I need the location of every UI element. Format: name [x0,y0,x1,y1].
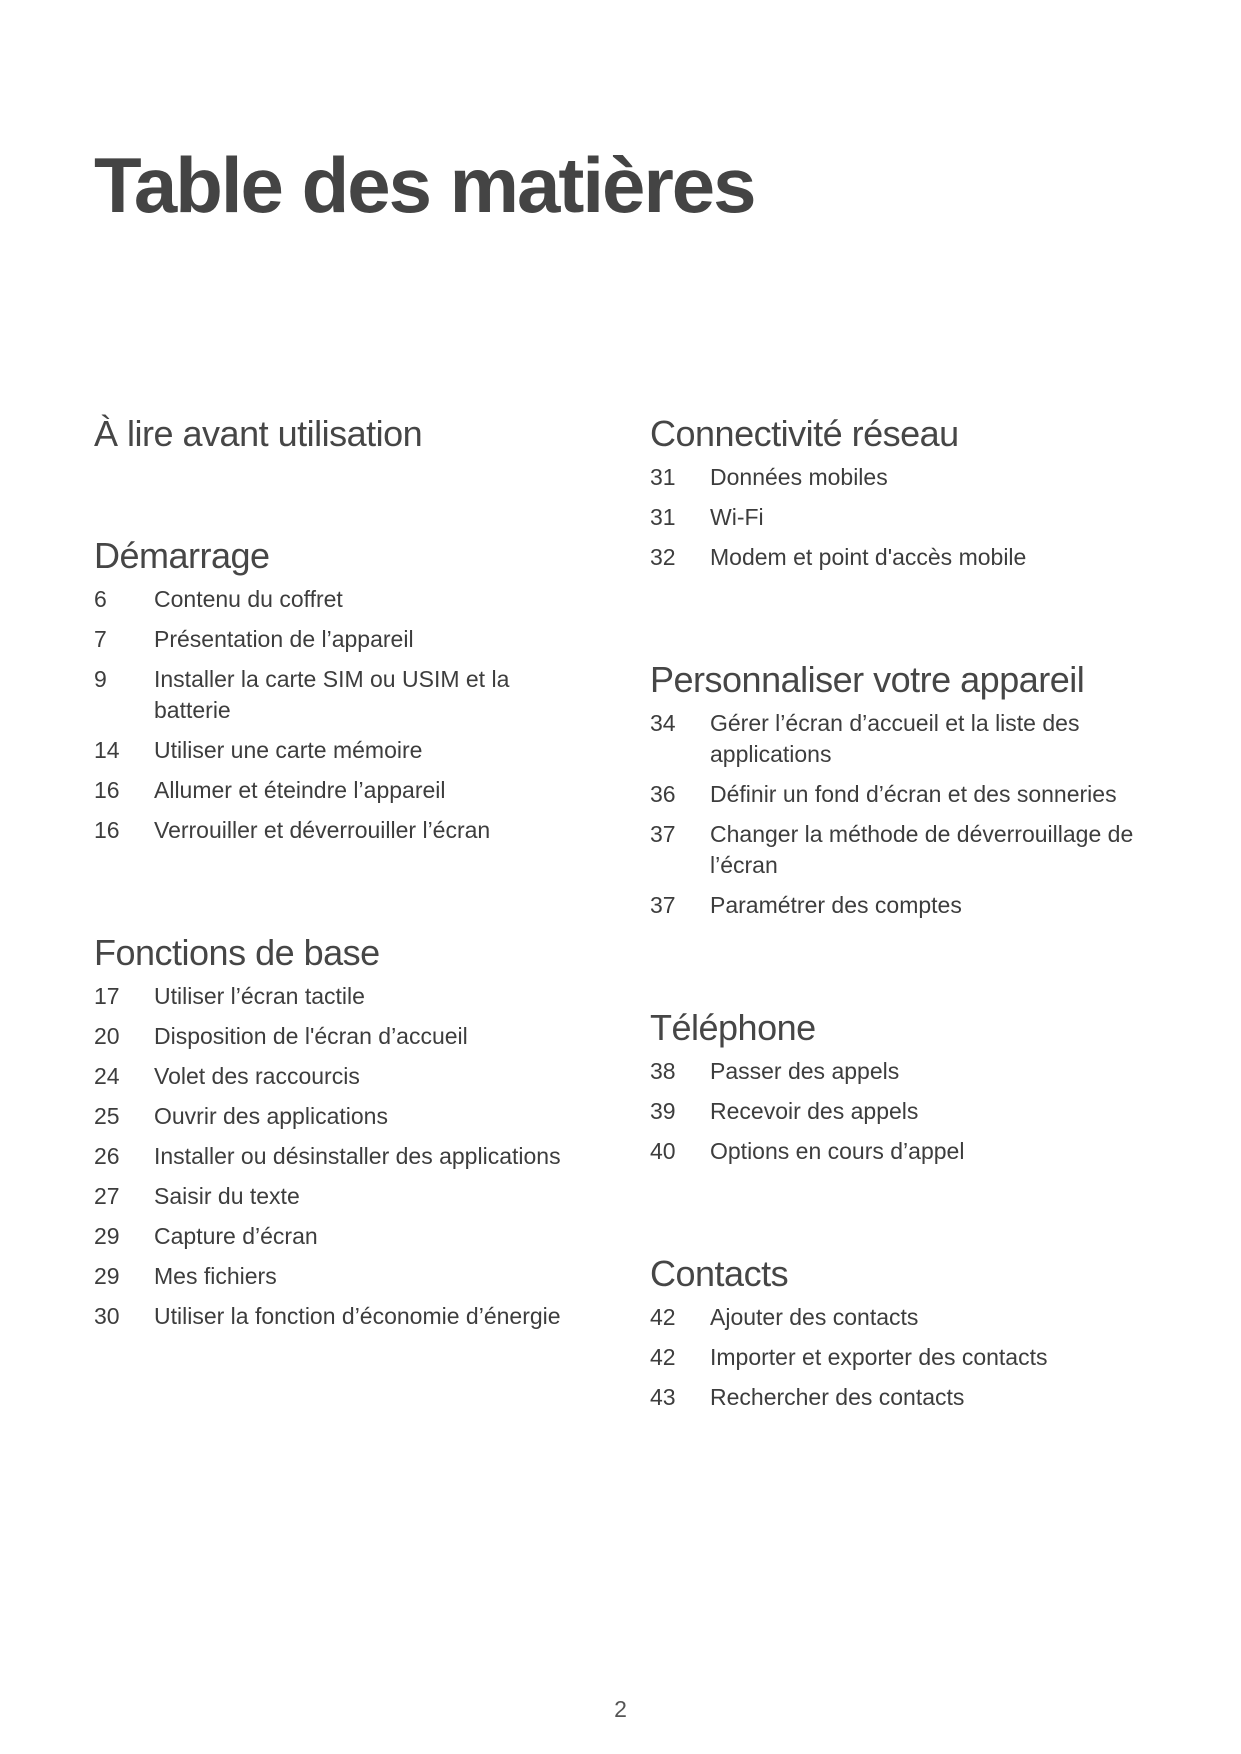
entry-title: Disposition de l'écran d’accueil [154,1023,468,1049]
toc-entry[interactable] [650,1382,1170,1422]
toc-entry[interactable] [94,1221,594,1261]
toc-entry[interactable] [650,890,1170,930]
entry-page-number: 42 [650,1344,676,1370]
section-heading[interactable]: Téléphone [650,1007,816,1048]
entry-title: Changer la méthode de déverrouillage de l’écran [710,821,1134,878]
entry-title: Utiliser une carte mémoire [154,737,423,763]
toc-entry[interactable] [94,664,594,735]
entry-title: Allumer et éteindre l’appareil [154,777,446,803]
toc-entry[interactable] [650,708,1170,779]
entry-title: Importer et exporter des contacts [710,1344,1048,1370]
entry-page-number: 26 [94,1143,120,1169]
entry-list [94,584,594,855]
entry-title: Ajouter des contacts [710,1304,919,1330]
entry-title: Données mobiles [710,464,888,490]
toc-entry[interactable] [650,502,1170,542]
section-personnaliser-votre-appareil [650,656,1170,930]
section-heading[interactable]: Connectivité réseau [650,413,959,454]
section-telephone [650,1004,1170,1176]
toc-entry[interactable] [650,819,1170,890]
entry-title: Ouvrir des applications [154,1103,388,1129]
toc-entry[interactable] [650,1342,1170,1382]
section-heading[interactable]: Démarrage [94,535,270,576]
entry-title: Modem et point d'accès mobile [710,544,1027,570]
entry-page-number: 14 [94,737,120,763]
entry-page-number: 30 [94,1303,120,1329]
entry-page-number: 29 [94,1263,120,1289]
entry-page-number: 25 [94,1103,120,1129]
entry-page-number: 37 [650,821,676,847]
toc-entry[interactable] [650,779,1170,819]
toc-left-column [94,410,594,1341]
entry-page-number: 20 [94,1023,120,1049]
section-heading[interactable]: À lire avant utilisation [94,413,423,454]
entry-title: Installer ou désinstaller des applications [154,1143,561,1169]
toc-entry[interactable] [650,1056,1170,1096]
toc-entry[interactable] [650,1136,1170,1176]
entry-page-number: 9 [94,666,107,692]
entry-title: Wi-Fi [710,504,764,530]
entry-page-number: 40 [650,1138,676,1164]
entry-page-number: 34 [650,710,676,736]
entry-page-number: 38 [650,1058,676,1084]
entry-title: Verrouiller et déverrouiller l’écran [154,817,491,843]
entry-title: Gérer l’écran d’accueil et la liste des applications [710,710,1080,767]
toc-entry[interactable] [650,462,1170,502]
entry-page-number: 31 [650,504,676,530]
entry-list [650,1302,1170,1422]
toc-right-column [650,410,1170,1422]
entry-page-number: 42 [650,1304,676,1330]
entry-page-number: 37 [650,892,676,918]
toc-entry[interactable] [94,1021,594,1061]
toc-entry[interactable] [94,815,594,855]
entry-page-number: 24 [94,1063,120,1089]
section-contacts [650,1250,1170,1422]
entry-title: Présentation de l’appareil [154,626,414,652]
entry-title: Paramétrer des comptes [710,892,962,918]
entry-page-number: 32 [650,544,676,570]
entry-title: Mes fichiers [154,1263,277,1289]
section-heading[interactable]: Fonctions de base [94,932,380,973]
entry-title: Utiliser la fonction d’économie d’énergie [154,1303,561,1329]
entry-page-number: 39 [650,1098,676,1124]
toc-entry[interactable] [94,1181,594,1221]
page-number: 2 [614,1696,627,1722]
entry-list [94,981,594,1341]
section-fonctions-de-base [94,929,594,1341]
toc-entry[interactable] [94,1301,594,1341]
entry-page-number: 27 [94,1183,120,1209]
entry-title: Définir un fond d’écran et des sonneries [710,781,1117,807]
entry-list [650,708,1170,930]
entry-page-number: 6 [94,586,107,612]
entry-title: Installer la carte SIM ou USIM et la batterie [154,666,510,723]
entry-page-number: 31 [650,464,676,490]
entry-page-number: 16 [94,777,120,803]
entry-page-number: 16 [94,817,120,843]
entry-page-number: 17 [94,983,120,1009]
toc-entry[interactable] [650,542,1170,582]
entry-title: Recevoir des appels [710,1098,919,1124]
toc-entry[interactable] [94,624,594,664]
toc-entry[interactable] [94,1141,594,1181]
section-heading[interactable]: Contacts [650,1253,789,1294]
entry-title: Saisir du texte [154,1183,300,1209]
entry-page-number: 43 [650,1384,676,1410]
entry-title: Volet des raccourcis [154,1063,360,1089]
entry-title: Passer des appels [710,1058,900,1084]
entry-title: Capture d’écran [154,1223,318,1249]
entry-title: Options en cours d’appel [710,1138,965,1164]
entry-page-number: 36 [650,781,676,807]
entry-list [650,462,1170,582]
toc-entry[interactable] [94,1101,594,1141]
toc-entry[interactable] [650,1302,1170,1342]
toc-entry[interactable] [94,775,594,815]
entry-title: Utiliser l’écran tactile [154,983,365,1009]
section-connectivite-reseau [650,410,1170,582]
page-title: Table des matières [94,141,755,229]
toc-entry[interactable] [94,1261,594,1301]
toc-entry[interactable] [94,735,594,775]
entry-page-number: 29 [94,1223,120,1249]
section-a-lire-avant-utilisation [94,410,594,458]
entry-title: Rechercher des contacts [710,1384,965,1410]
entry-title: Contenu du coffret [154,586,343,612]
toc-entry[interactable] [94,981,594,1021]
section-demarrage [94,532,594,855]
section-heading[interactable]: Personnaliser votre appareil [650,659,1085,700]
toc-entry[interactable] [650,1096,1170,1136]
entry-list [650,1056,1170,1176]
entry-page-number: 7 [94,626,107,652]
toc-entry[interactable] [94,1061,594,1101]
toc-entry[interactable] [94,584,594,624]
